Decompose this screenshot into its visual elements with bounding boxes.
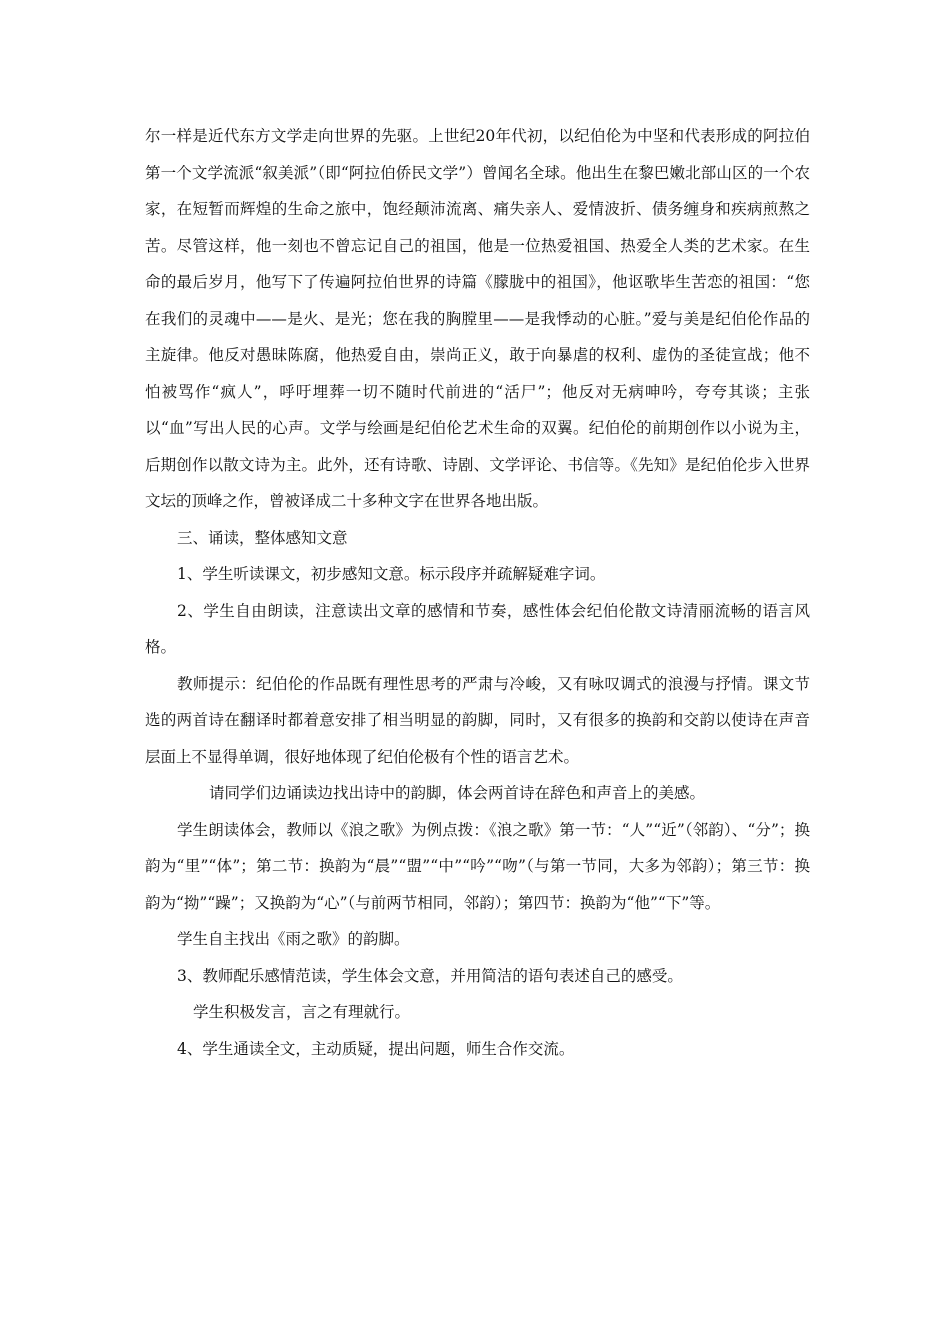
student-reading: 学生朗读体会，教师以《浪之歌》为例点拨：《浪之歌》第一节：“人”“近”（邻韵）、“分”；换韵为“里”“体”；第二节：换韵为“晨”“盟”“中”“吟”“吻”（与第一节同，大多为邻韵）；第三节：换韵为“拗”“躁”；又换韵为“心”（与前两节相同，邻韵）；第四节：换韵为“他”“下”等。 [145, 820, 810, 912]
rain-song-line: 学生自主找出《雨之歌》的韵脚。 [177, 930, 410, 948]
section-heading: 三、诵读，整体感知文意 [177, 528, 348, 547]
teacher-tip: 教师提示：纪伯伦的作品既有理性思考的严肃与冷峻，又有咏叹调式的浪漫与抒情。课文节选的两首诗在翻译时都着意安排了相当明显的韵脚，同时，又有很多的换韵和交韵以使诗在声音层面上不显得单调，很好地体现了纪伯伦极有个性的语言艺术。 [145, 674, 810, 766]
step-4: 4、学生通读全文，主动质疑，提出问题，师生合作交流。 [177, 1039, 575, 1058]
invite-line: 请同学们边诵读边找出诗中的韵脚，体会两首诗在辞色和声音上的美感。 [209, 784, 706, 802]
speak-line: 学生积极发言，言之有理就行。 [193, 1003, 411, 1021]
step-2: 2、学生自由朗读，注意读出文章的感情和节奏，感性体会纪伯伦散文诗清丽流畅的语言风格。 [145, 601, 810, 656]
step-3: 3、教师配乐感情范读，学生体会文意，并用简洁的语句表述自己的感受。 [177, 966, 683, 985]
step-1: 1、学生听读课文，初步感知文意。标示段序并疏解疑难字词。 [177, 565, 606, 583]
document-body [145, 118, 810, 1067]
intro-paragraph: 尔一样是近代东方文学走向世界的先驱。上世纪20年代初，以纪伯伦为中坚和代表形成的阿拉伯第一个文学流派“叙美派”（即“阿拉伯侨民文学”）曾闻名全球。他出生在黎巴嫩北部山区的一个农家，在短暂而辉煌的生命之旅中，饱经颠沛流离、痛失亲人、爱情波折、债务缠身和疾病煎熬之苦。尽管这样，他一刻也不曾忘记自己的祖国，他是一位热爱祖国、热爱全人类的艺术家。在生命的最后岁月，他写下了传遍阿拉伯世界的诗篇《朦胧中的祖国》，他讴歌毕生苦恋的祖国：“您在我们的灵魂中——是火、是光；您在我的胸膛里——是我悸动的心脏。”爱与美是纪伯伦作品的主旋律。他反对愚昧陈腐，他热爱自由，崇尚正义，敢于向暴虐的权利、虚伪的圣徒宣战；他不怕被骂作“疯人”，呼吁埋葬一切不随时代前进的“活尸”；他反对无病呻吟，夸夸其谈；主张以“血”写出人民的心声。文学与绘画是纪伯伦艺术生命的双翼。纪伯伦的前期创作以小说为主，后期创作以散文诗为主。此外，还有诗歌、诗剧、文学评论、书信等。《先知》是纪伯伦步入世界文坛的顶峰之作，曾被译成二十多种文字在世界各地出版。 [145, 127, 810, 510]
